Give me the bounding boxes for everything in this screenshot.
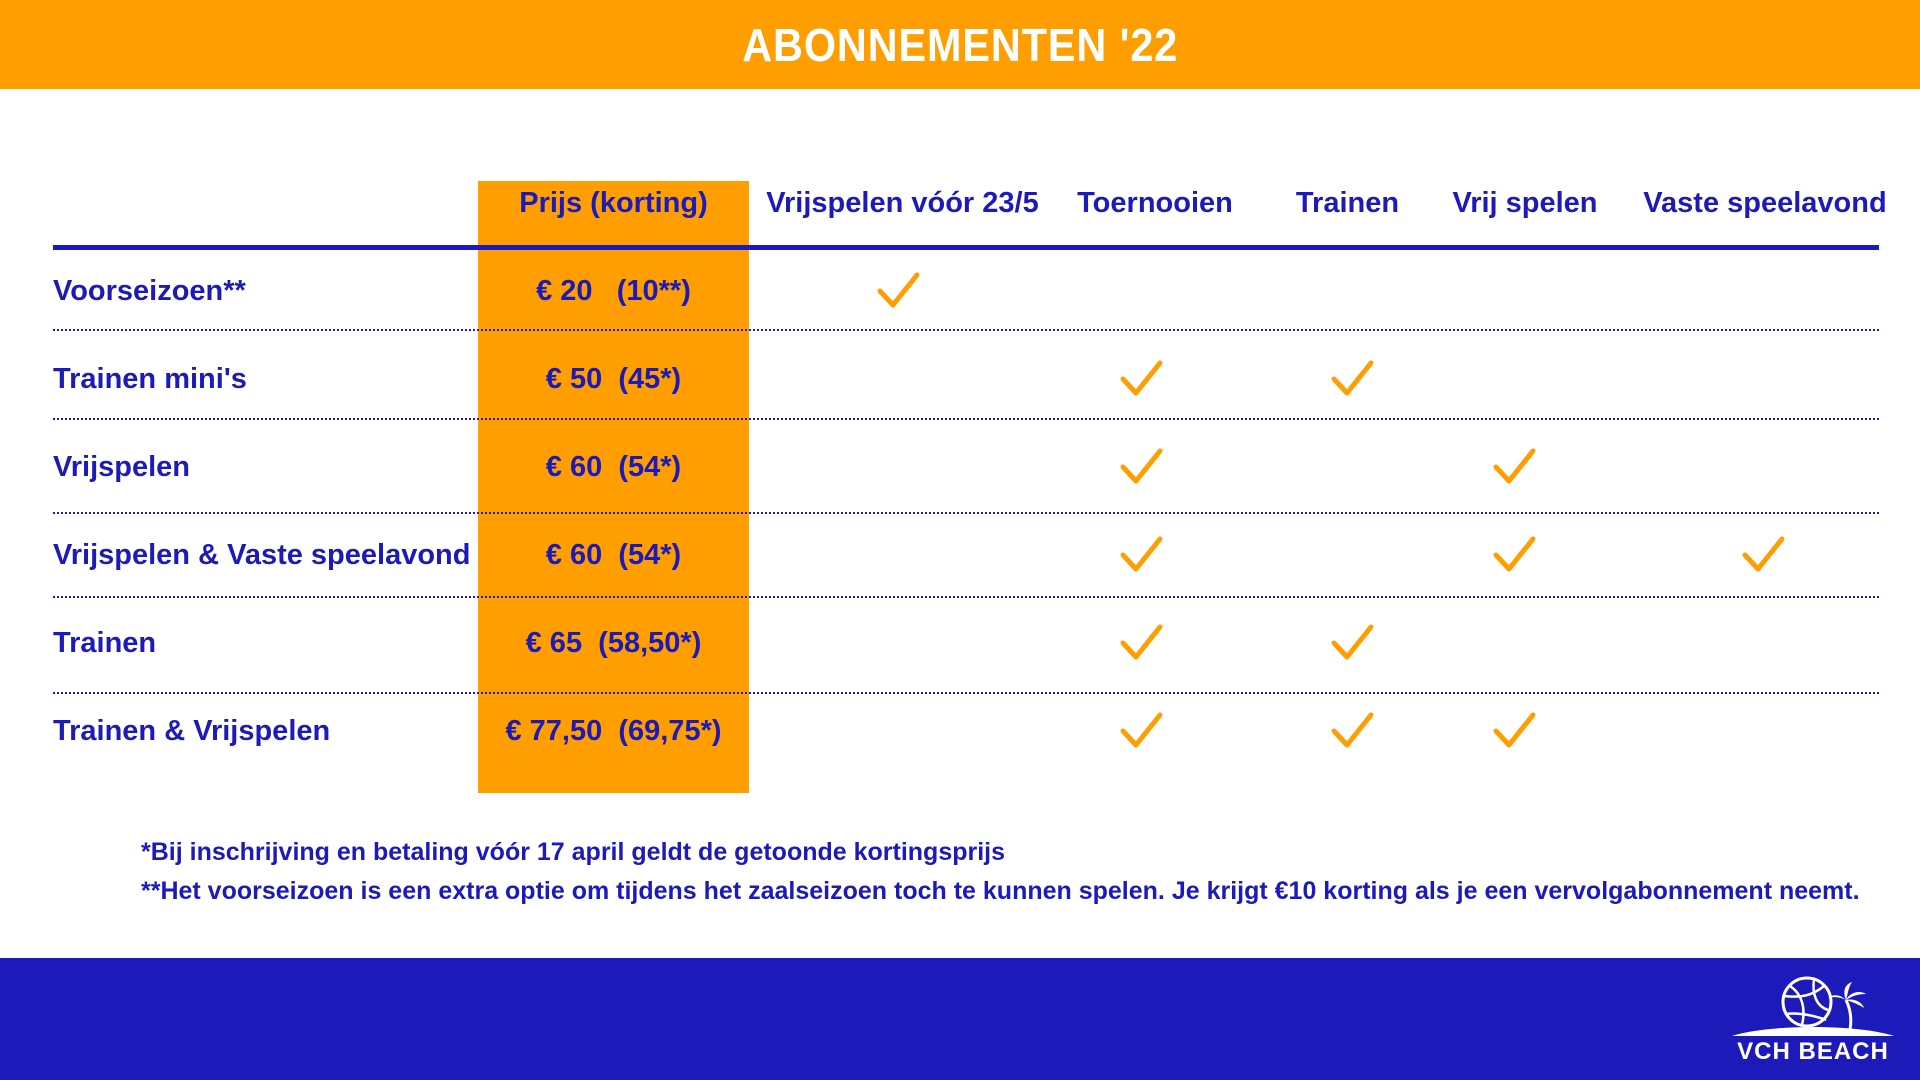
- footnote-discount: *Bij inschrijving en betaling vóór 17 april geldt de getoonde kortingsprijs: [141, 838, 1006, 866]
- table-row: [53, 701, 1879, 761]
- row-price: € 65 (58,50*): [525, 626, 702, 659]
- row-price: € 20 (10**): [536, 274, 691, 307]
- row-price: € 60 (54*): [545, 450, 682, 483]
- row-label: Vrijspelen: [53, 450, 191, 483]
- checkmark-icon: [1119, 709, 1163, 753]
- row-price: € 50 (45*): [545, 362, 682, 395]
- row-label: Voorseizoen**: [53, 274, 246, 307]
- column-header-free-play: Vrij spelen: [1452, 186, 1598, 219]
- row-divider: [53, 418, 1879, 420]
- volleyball-palm-icon: [1728, 974, 1898, 1038]
- row-price: € 60 (54*): [545, 538, 682, 571]
- checkmark-icon: [1492, 709, 1536, 753]
- checkmark-icon: [876, 269, 920, 313]
- row-label: Trainen: [53, 626, 157, 659]
- column-header-fixed-evening: Vaste speelavond: [1643, 186, 1887, 219]
- row-label: Trainen & Vrijspelen: [53, 714, 331, 747]
- row-label: Trainen mini's: [53, 362, 247, 395]
- table-row: [53, 437, 1879, 497]
- footnote-pre-season: **Het voorseizoen is een extra optie om tijdens het zaalseizoen toch te kunnen spelen. Je krijgt €10 korting als je een vervolgabonnement neemt.: [141, 877, 1860, 905]
- table-row: [53, 613, 1879, 673]
- table-row: [53, 349, 1879, 409]
- checkmark-icon: [1330, 621, 1374, 665]
- page-header: [0, 0, 1920, 89]
- vch-beach-logo: [1728, 974, 1898, 1066]
- row-divider: [53, 596, 1879, 598]
- row-price: € 77,50 (69,75*): [505, 714, 722, 747]
- row-divider: [53, 512, 1879, 514]
- checkmark-icon: [1741, 533, 1785, 577]
- table-row: [53, 261, 1879, 321]
- checkmark-icon: [1119, 445, 1163, 489]
- column-header-training: Trainen: [1295, 186, 1400, 219]
- checkmark-icon: [1330, 709, 1374, 753]
- row-label: Vrijspelen & Vaste speelavond: [53, 538, 471, 571]
- row-divider: [53, 329, 1879, 331]
- checkmark-icon: [1119, 357, 1163, 401]
- header-rule: [53, 245, 1879, 250]
- page-title: ABONNEMENTEN '22: [741, 18, 1178, 71]
- logo-text: VCH BEACH: [1737, 1038, 1889, 1065]
- checkmark-icon: [1492, 445, 1536, 489]
- page-footer: [0, 958, 1920, 1080]
- checkmark-icon: [1119, 621, 1163, 665]
- checkmark-icon: [1492, 533, 1536, 577]
- table-row: [53, 525, 1879, 585]
- checkmark-icon: [1119, 533, 1163, 577]
- checkmark-icon: [1330, 357, 1374, 401]
- column-header-pre-season: Vrijspelen vóór 23/5: [766, 186, 1039, 219]
- column-header-tournaments: Toernooien: [1077, 186, 1233, 219]
- row-divider: [53, 692, 1879, 694]
- column-header-price: Prijs (korting): [519, 186, 708, 219]
